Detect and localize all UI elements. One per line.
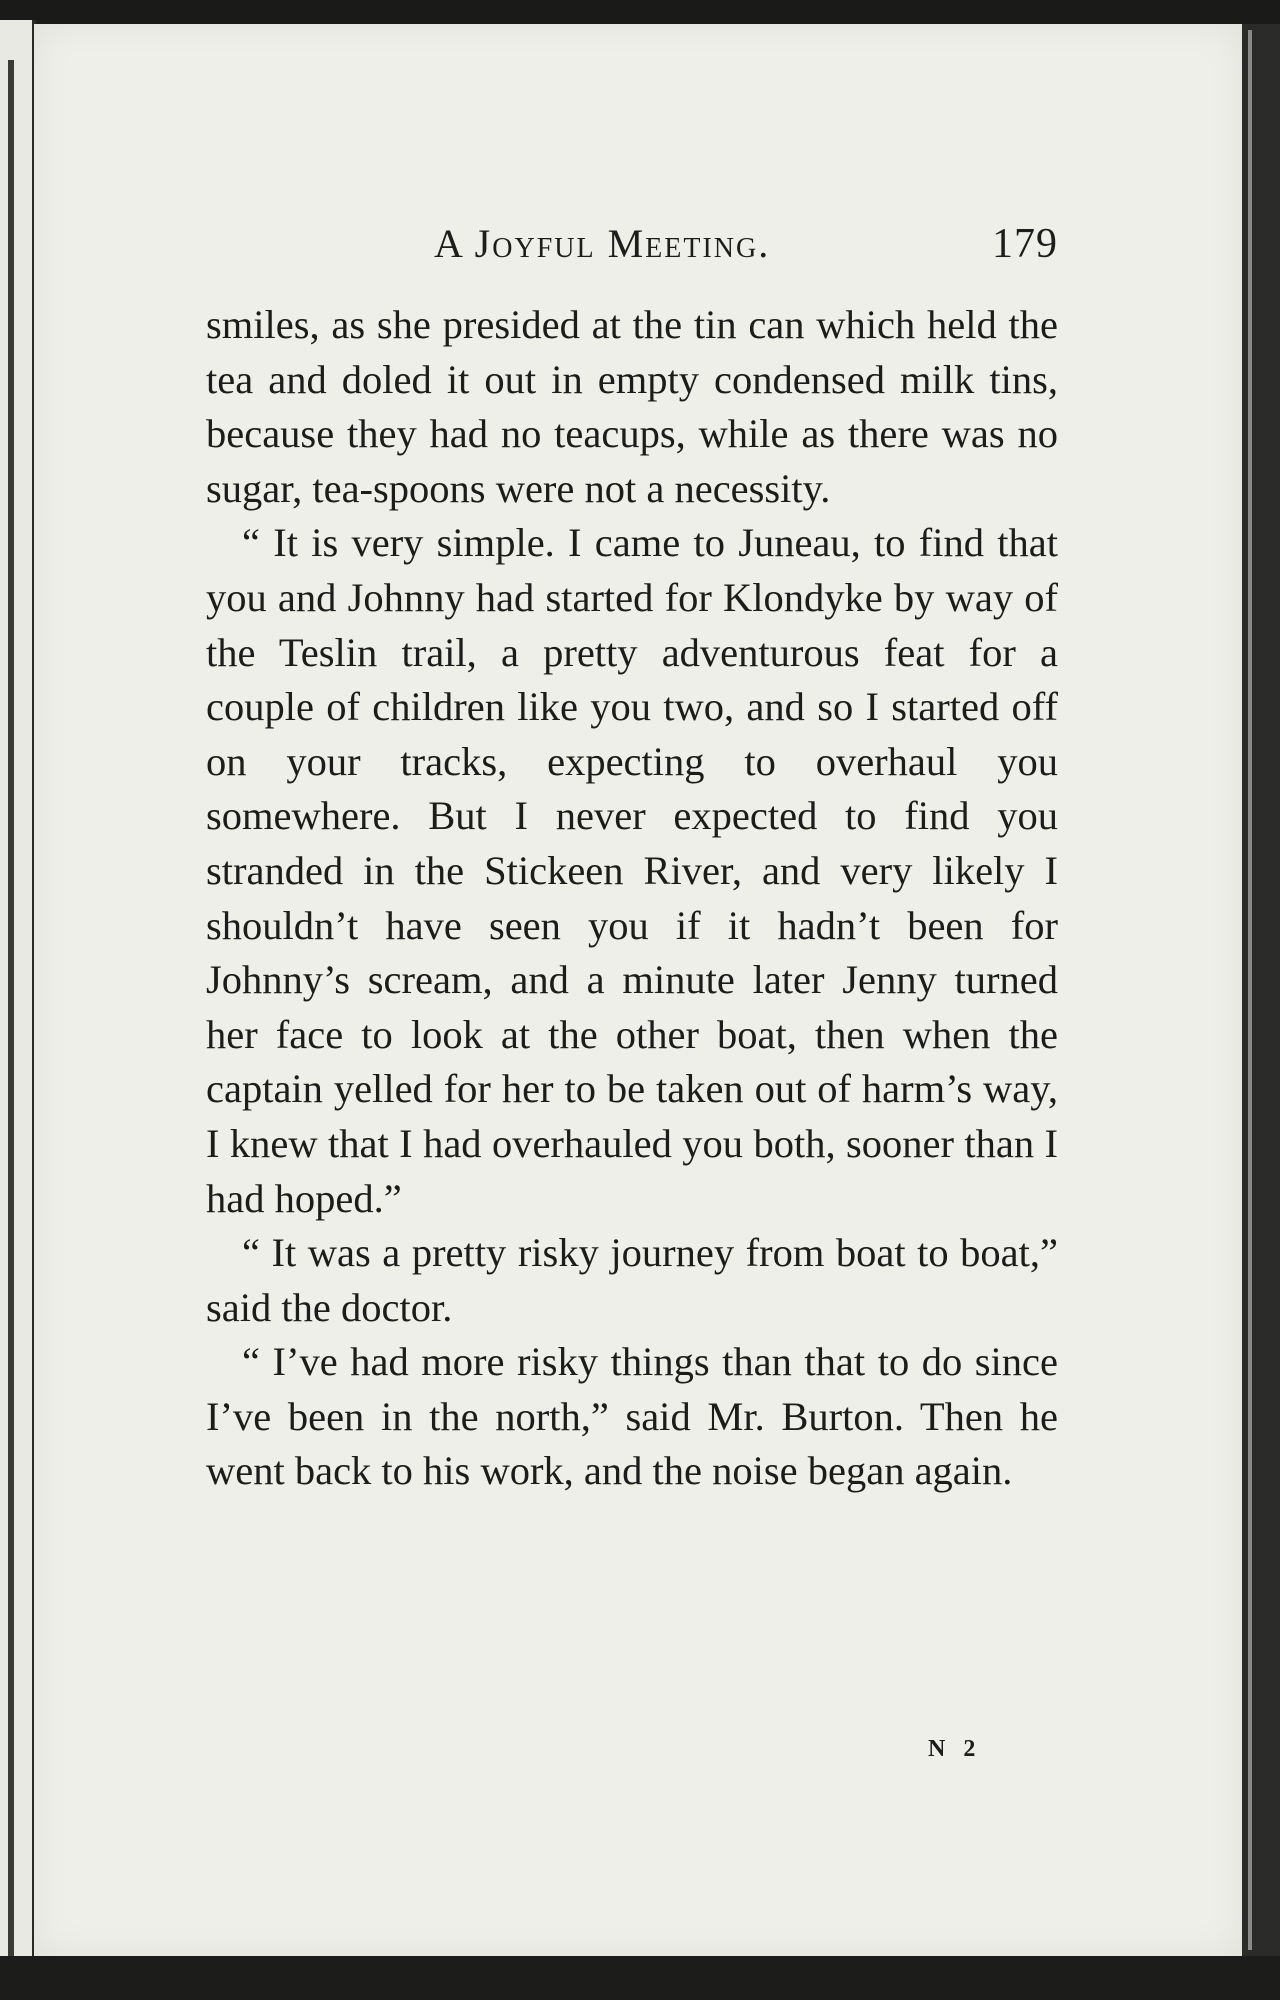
printer-signature-mark: N 2 <box>928 1736 982 1762</box>
paragraph: “ I’ve had more risky things than that to do since I’ve been in the north,” said Mr. Burton. Then he went back to his work, and the noise began again. <box>206 1339 1058 1494</box>
page-edge-line <box>1248 30 1252 1950</box>
paragraph-continued: smiles, as she presided at the tin can which held the tea and doled it out in empty condensed milk tins, because they had no teacups, while as there was no sugar, tea-spoons were not a necessity. <box>206 302 1058 511</box>
facing-page-edge <box>0 20 36 1970</box>
body-text <box>206 298 1058 1499</box>
page-number: 179 <box>992 221 1058 267</box>
binding-shadow <box>8 60 14 1960</box>
scan-bottom-border <box>0 1956 1280 2000</box>
paragraph: “ It was a pretty risky journey from boat to boat,” said the doctor. <box>206 1230 1058 1330</box>
paragraph: “ It is very simple. I came to Juneau, to find that you and Johnny had started for Klondyke by way of the Teslin trail, a pretty adventurous feat for a couple of children like you two, and so I started off on your tracks, expecting to overhaul you somewhere. But I never expected to find you stranded in the Stickeen River, and very likely I shouldn’t have seen you if it hadn’t been for Johnny’s scream, and a minute later Jenny turned her face to look at the other boat, then when the captain yelled for her to be taken out of harm’s way, I knew that I had overhauled you both, sooner than I had hoped.” <box>206 520 1058 1221</box>
running-head: A Joyful Meeting. <box>434 221 771 266</box>
page-header <box>206 216 1058 276</box>
